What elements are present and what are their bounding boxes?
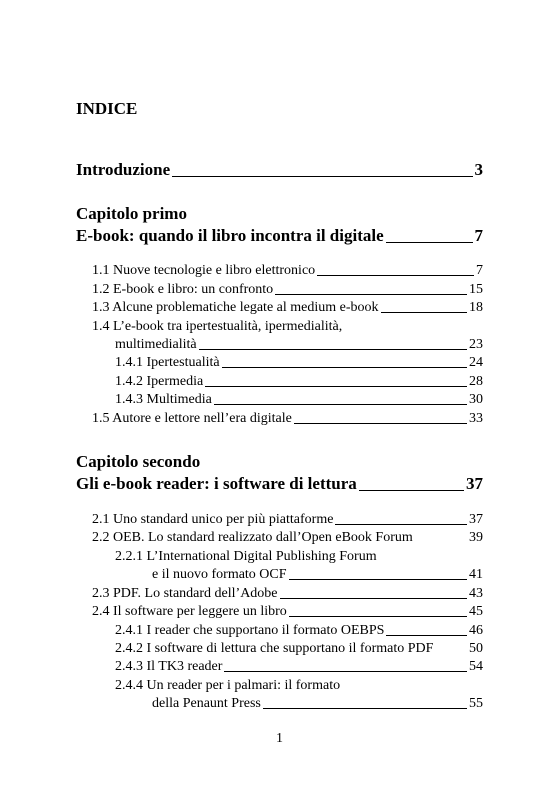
toc-entry-label: 1.4.1 Ipertestualità [115,355,220,370]
toc-entry-introduzione[interactable] [76,160,483,180]
toc-entry-label: 1.2 E-book e libro: un confronto [92,282,274,297]
leader-line [222,367,467,368]
chapter-page: 37 [466,474,483,493]
chapter-kicker: Capitolo secondo [76,452,201,471]
toc-subentry[interactable] [115,641,483,657]
toc-entry-page: 24 [469,355,483,370]
leader-line [317,275,474,276]
toc-entry-label: della Penaunt Press [152,696,261,711]
toc-entry-page: 37 [469,512,483,527]
toc-subentry[interactable] [115,659,483,675]
leader-line [263,708,467,709]
leader-line [359,490,464,491]
toc-entry-page: 41 [469,567,483,582]
toc-entry-page: 39 [469,530,483,545]
leader-line [381,312,467,313]
toc-entry[interactable] [115,337,483,353]
leader-line [205,386,467,387]
toc-entry-label: 2.1 Uno standard unico per più piattaforme [92,512,334,527]
toc-subentry[interactable] [115,623,483,639]
chapter-title-entry[interactable] [76,474,483,494]
toc-entry-page: 18 [469,300,483,315]
leader-line [415,542,467,543]
toc-entry[interactable] [92,411,483,427]
chapter-title: E-book: quando il libro incontra il digitale [76,226,384,245]
toc-entry[interactable] [92,263,483,279]
leader-line [386,635,467,636]
page-number: 1 [276,731,283,746]
toc-subentry[interactable] [115,355,483,371]
toc-entry-label: 2.4.1 I reader che supportano il formato OEBPS [115,623,385,638]
toc-entry-page: 43 [469,586,483,601]
leader-line [224,671,467,672]
toc-entry-page: 15 [469,282,483,297]
toc-subentry[interactable] [115,374,483,390]
toc-entry-label: multimedialità [115,337,197,352]
toc-entry-label-first-line: 2.4.4 Un reader per i palmari: il formato [115,678,341,693]
leader-line [289,579,467,580]
toc-entry-label: 2.4.2 I software di lettura che supportano il formato PDF [115,641,434,656]
leader-line [294,423,467,424]
toc-entry-page: 45 [469,604,483,619]
toc-entry-page: 3 [474,160,483,179]
toc-entry[interactable] [92,604,483,620]
toc-entry-label-first-line: 2.2.1 L’International Digital Publishing Forum [115,549,377,564]
toc-entry-label: 2.2 OEB. Lo standard realizzato dall’Open eBook Forum [92,530,413,545]
toc-entry-label: e il nuovo formato OCF [152,567,287,582]
toc-entry-page: 28 [469,374,483,389]
chapter-kicker: Capitolo primo [76,204,187,223]
toc-entry-label: 1.4.3 Multimedia [115,392,212,407]
chapter-page: 7 [474,226,483,245]
toc-entry[interactable] [92,530,483,546]
toc-entry-label: 2.3 PDF. Lo standard dell’Adobe [92,586,278,601]
leader-line [335,524,467,525]
toc-entry-label: 2.4 Il software per leggere un libro [92,604,287,619]
toc-entry-label: 1.4.2 Ipermedia [115,374,204,389]
toc-entry-label-first-line: 1.4 L’e-book tra ipertestualità, ipermedialità, [92,319,343,334]
leader-line [214,404,467,405]
toc-entry[interactable] [92,300,483,316]
leader-line [435,653,467,654]
toc-entry[interactable] [92,586,483,602]
toc-heading: INDICE [76,99,138,118]
toc-entry-page: 7 [476,263,483,278]
toc-entry[interactable] [92,512,483,528]
toc-entry-page: 23 [469,337,483,352]
toc-entry[interactable] [92,282,483,298]
toc-entry-label: Introduzione [76,160,171,179]
toc-entry-page: 30 [469,392,483,407]
toc-entry-label: 1.3 Alcune problematiche legate al medium e-book [92,300,379,315]
leader-line [275,294,467,295]
toc-entry-page: 54 [469,659,483,674]
leader-line [199,349,467,350]
chapter-title-entry[interactable] [76,226,483,246]
toc-subentry[interactable] [152,696,483,712]
leader-line [289,616,467,617]
toc-entry-label: 1.5 Autore e lettore nell’era digitale [92,411,292,426]
toc-entry-page: 46 [469,623,483,638]
toc-entry-label: 2.4.3 Il TK3 reader [115,659,223,674]
toc-entry-label: 1.1 Nuove tecnologie e libro elettronico [92,263,316,278]
toc-subentry[interactable] [152,567,483,583]
toc-subentry[interactable] [115,392,483,408]
toc-entry-page: 33 [469,411,483,426]
leader-line [280,598,467,599]
leader-line [172,176,472,177]
chapter-title: Gli e-book reader: i software di lettura [76,474,357,493]
toc-entry-page: 55 [469,696,483,711]
toc-entry-page: 50 [469,641,483,656]
leader-line [386,242,473,243]
